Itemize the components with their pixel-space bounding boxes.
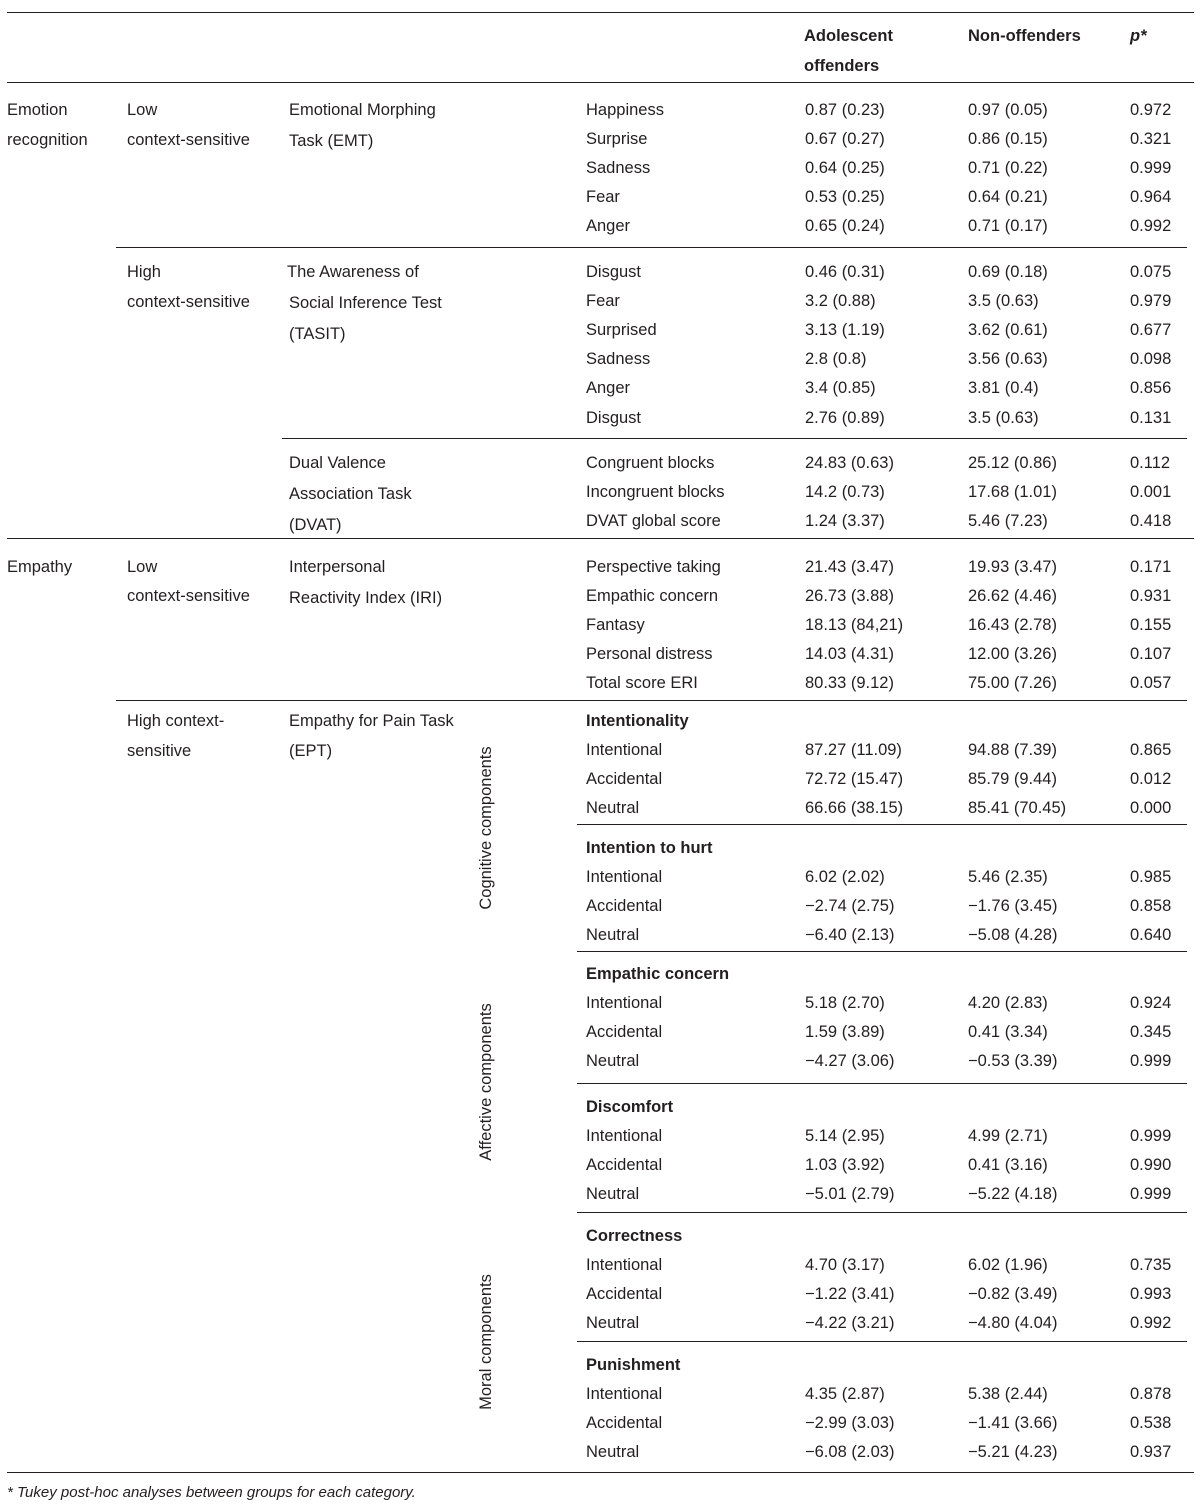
adolescent-value: 80.33 (9.12) <box>805 674 894 692</box>
nonoffender-value: 3.5 (0.63) <box>968 292 1039 310</box>
task-label: Social Inference Test <box>289 294 442 312</box>
adolescent-value: 1.24 (3.37) <box>805 512 885 530</box>
measure-label: Accidental <box>586 770 663 788</box>
nonoffender-value: 5.46 (7.23) <box>968 512 1048 530</box>
p-value: 0.001 <box>1130 483 1172 501</box>
adolescent-value: −2.99 (3.03) <box>805 1414 895 1432</box>
nonoffender-value: 3.62 (0.61) <box>968 321 1048 339</box>
measure-label: Total score ERI <box>586 674 698 692</box>
p-value: 0.155 <box>1130 616 1172 634</box>
adolescent-value: 24.83 (0.63) <box>805 454 894 472</box>
task-label: Reactivity Index (IRI) <box>289 589 443 607</box>
adolescent-value: −6.08 (2.03) <box>805 1443 895 1461</box>
adolescent-value: 0.67 (0.27) <box>805 130 885 148</box>
subheading: Discomfort <box>586 1098 674 1116</box>
header-adolescent: offenders <box>804 57 880 75</box>
nonoffender-value: 5.38 (2.44) <box>968 1385 1048 1403</box>
nonoffender-value: 94.88 (7.39) <box>968 741 1057 759</box>
adolescent-value: 87.27 (11.09) <box>805 741 902 759</box>
nonoffender-value: 0.69 (0.18) <box>968 263 1048 281</box>
p-value: 0.112 <box>1130 454 1171 472</box>
measure-label: Intentional <box>586 1127 663 1145</box>
measure-label: Neutral <box>586 1185 640 1203</box>
subheading: Intention to hurt <box>586 839 713 857</box>
p-value: 0.735 <box>1130 1256 1172 1274</box>
p-value: 0.000 <box>1130 799 1172 817</box>
nonoffender-value: −5.08 (4.28) <box>968 926 1058 944</box>
adolescent-value: 0.87 (0.23) <box>805 101 885 119</box>
measure-label: Intentional <box>586 1256 663 1274</box>
measure-label: Neutral <box>586 1052 640 1070</box>
task-label: (EPT) <box>289 742 333 760</box>
measure-label: Fantasy <box>586 616 645 634</box>
subheading: Intentionality <box>586 712 689 730</box>
adolescent-value: 5.18 (2.70) <box>805 994 885 1012</box>
p-value: 0.640 <box>1130 926 1172 944</box>
table-top-rule <box>7 12 1194 13</box>
adolescent-value: 72.72 (15.47) <box>805 770 904 788</box>
category-label: recognition <box>7 131 88 149</box>
task-label: (TASIT) <box>289 325 346 343</box>
p-value: 0.538 <box>1130 1414 1172 1432</box>
adolescent-value: −4.27 (3.06) <box>805 1052 895 1070</box>
nonoffender-value: −1.76 (3.45) <box>968 897 1058 915</box>
p-value: 0.321 <box>1130 130 1172 148</box>
adolescent-value: 14.2 (0.73) <box>805 483 885 501</box>
p-value: 0.964 <box>1130 188 1172 206</box>
header-rule <box>7 82 1194 83</box>
header-adolescent: Adolescent <box>804 27 893 45</box>
measure-label: Incongruent blocks <box>586 483 725 501</box>
nonoffender-value: 3.56 (0.63) <box>968 350 1048 368</box>
section-rule <box>577 1341 1187 1342</box>
subheading: Punishment <box>586 1356 681 1374</box>
measure-label: Accidental <box>586 897 663 915</box>
measure-label: Fear <box>586 188 620 206</box>
adolescent-value: 0.53 (0.25) <box>805 188 885 206</box>
measure-label: Intentional <box>586 741 663 759</box>
nonoffender-value: 3.81 (0.4) <box>968 379 1039 397</box>
context-label: High <box>127 263 161 281</box>
category-label: Empathy <box>7 558 73 576</box>
adolescent-value: 3.4 (0.85) <box>805 379 876 397</box>
task-label: Interpersonal <box>289 558 386 576</box>
header-p-value: p* <box>1130 27 1147 45</box>
p-value: 0.345 <box>1130 1023 1172 1041</box>
p-value: 0.418 <box>1130 512 1172 530</box>
context-label: context-sensitive <box>127 587 250 605</box>
p-value: 0.985 <box>1130 868 1172 886</box>
p-value: 0.677 <box>1130 321 1172 339</box>
section-rule <box>577 1212 1187 1213</box>
measure-label: Happiness <box>586 101 664 119</box>
nonoffender-value: 16.43 (2.78) <box>968 616 1057 634</box>
measure-label: Sadness <box>586 350 651 368</box>
adolescent-value: 1.03 (3.92) <box>805 1156 885 1174</box>
adolescent-value: 4.70 (3.17) <box>805 1256 885 1274</box>
p-value: 0.057 <box>1130 674 1172 692</box>
adolescent-value: 2.76 (0.89) <box>805 409 885 427</box>
adolescent-value: 0.65 (0.24) <box>805 217 885 235</box>
nonoffender-value: −1.41 (3.66) <box>968 1414 1058 1432</box>
component-label: Cognitive components <box>477 746 495 910</box>
measure-label: Neutral <box>586 926 640 944</box>
task-label: The Awareness of <box>287 263 419 281</box>
task-label: Empathy for Pain Task <box>289 712 454 730</box>
measure-label: Intentional <box>586 994 663 1012</box>
measure-label: Disgust <box>586 409 642 427</box>
adolescent-value: −1.22 (3.41) <box>805 1285 895 1303</box>
table-bottom-rule <box>7 1472 1194 1473</box>
component-label: Moral components <box>477 1274 495 1410</box>
measure-label: Sadness <box>586 159 651 177</box>
p-value: 0.937 <box>1130 1443 1172 1461</box>
section-rule <box>577 824 1187 825</box>
measure-label: Accidental <box>586 1156 663 1174</box>
nonoffender-value: −0.53 (3.39) <box>968 1052 1058 1070</box>
task-label: Task (EMT) <box>289 132 374 150</box>
nonoffender-value: 6.02 (1.96) <box>968 1256 1048 1274</box>
section-rule <box>282 438 1187 439</box>
measure-label: Anger <box>586 379 631 397</box>
section-rule <box>577 1083 1187 1084</box>
section-rule <box>7 538 1194 539</box>
p-value: 0.865 <box>1130 741 1172 759</box>
adolescent-value: −5.01 (2.79) <box>805 1185 895 1203</box>
section-rule <box>116 700 1187 701</box>
measure-label: Disgust <box>586 263 642 281</box>
subheading: Correctness <box>586 1227 683 1245</box>
nonoffender-value: 17.68 (1.01) <box>968 483 1057 501</box>
nonoffender-value: 26.62 (4.46) <box>968 587 1057 605</box>
subheading: Empathic concern <box>586 965 730 983</box>
p-value: 0.999 <box>1130 159 1172 177</box>
p-value: 0.992 <box>1130 217 1172 235</box>
p-value: 0.999 <box>1130 1127 1172 1145</box>
measure-label: Personal distress <box>586 645 713 663</box>
nonoffender-value: 25.12 (0.86) <box>968 454 1057 472</box>
nonoffender-value: 5.46 (2.35) <box>968 868 1048 886</box>
context-label: High context- <box>127 712 225 730</box>
p-value: 0.979 <box>1130 292 1172 310</box>
task-label: Association Task <box>289 485 412 503</box>
category-label: Emotion <box>7 101 68 119</box>
measure-label: Accidental <box>586 1023 663 1041</box>
adolescent-value: 21.43 (3.47) <box>805 558 894 576</box>
measure-label: Anger <box>586 217 631 235</box>
adolescent-value: 0.46 (0.31) <box>805 263 885 281</box>
context-label: Low <box>127 101 158 119</box>
nonoffender-value: 0.41 (3.34) <box>968 1023 1048 1041</box>
adolescent-value: −6.40 (2.13) <box>805 926 895 944</box>
adolescent-value: 1.59 (3.89) <box>805 1023 885 1041</box>
p-value: 0.878 <box>1130 1385 1172 1403</box>
nonoffender-value: 0.86 (0.15) <box>968 130 1048 148</box>
nonoffender-value: 0.71 (0.17) <box>968 217 1048 235</box>
p-value: 0.098 <box>1130 350 1172 368</box>
p-value: 0.999 <box>1130 1185 1172 1203</box>
adolescent-value: 26.73 (3.88) <box>805 587 894 605</box>
measure-label: Empathic concern <box>586 587 719 605</box>
measure-label: Surprise <box>586 130 648 148</box>
p-value: 0.075 <box>1130 263 1172 281</box>
measure-label: Neutral <box>586 1314 640 1332</box>
adolescent-value: 3.2 (0.88) <box>805 292 876 310</box>
context-label: sensitive <box>127 742 192 760</box>
nonoffender-value: 85.79 (9.44) <box>968 770 1057 788</box>
adolescent-value: −2.74 (2.75) <box>805 897 895 915</box>
p-value: 0.992 <box>1130 1314 1172 1332</box>
nonoffender-value: 12.00 (3.26) <box>968 645 1057 663</box>
p-value: 0.171 <box>1130 558 1172 576</box>
p-value: 0.131 <box>1130 409 1172 427</box>
context-label: context-sensitive <box>127 131 250 149</box>
nonoffender-value: −4.80 (4.04) <box>968 1314 1058 1332</box>
adolescent-value: 0.64 (0.25) <box>805 159 885 177</box>
adolescent-value: 2.8 (0.8) <box>805 350 867 368</box>
nonoffender-value: 0.97 (0.05) <box>968 101 1048 119</box>
nonoffender-value: −5.22 (4.18) <box>968 1185 1058 1203</box>
adolescent-value: 3.13 (1.19) <box>805 321 885 339</box>
nonoffender-value: 3.5 (0.63) <box>968 409 1039 427</box>
section-rule <box>116 247 1187 248</box>
measure-label: Fear <box>586 292 620 310</box>
component-label: Affective components <box>477 1003 495 1161</box>
measure-label: Neutral <box>586 1443 640 1461</box>
section-rule <box>577 951 1187 952</box>
measure-label: Neutral <box>586 799 640 817</box>
nonoffender-value: 0.71 (0.22) <box>968 159 1048 177</box>
adolescent-value: 4.35 (2.87) <box>805 1385 885 1403</box>
p-value: 0.107 <box>1130 645 1172 663</box>
adolescent-value: 18.13 (84,21) <box>805 616 904 634</box>
task-label: Emotional Morphing <box>289 101 436 119</box>
adolescent-value: −4.22 (3.21) <box>805 1314 895 1332</box>
measure-label: Intentional <box>586 868 663 886</box>
footnote: * Tukey post-hoc analyses between groups for each category. <box>7 1484 416 1501</box>
adolescent-value: 5.14 (2.95) <box>805 1127 885 1145</box>
measure-label: Congruent blocks <box>586 454 715 472</box>
measure-label: DVAT global score <box>586 512 721 530</box>
adolescent-value: 14.03 (4.31) <box>805 645 894 663</box>
nonoffender-value: −0.82 (3.49) <box>968 1285 1058 1303</box>
nonoffender-value: 4.99 (2.71) <box>968 1127 1048 1145</box>
nonoffender-value: −5.21 (4.23) <box>968 1443 1058 1461</box>
p-value: 0.924 <box>1130 994 1172 1012</box>
measure-label: Perspective taking <box>586 558 721 576</box>
p-value: 0.990 <box>1130 1156 1172 1174</box>
header-nonoffenders: Non-offenders <box>968 27 1081 45</box>
nonoffender-value: 4.20 (2.83) <box>968 994 1048 1012</box>
p-value: 0.972 <box>1130 101 1172 119</box>
task-label: (DVAT) <box>289 516 342 534</box>
p-value: 0.931 <box>1130 587 1172 605</box>
measure-label: Accidental <box>586 1414 663 1432</box>
nonoffender-value: 85.41 (70.45) <box>968 799 1067 817</box>
nonoffender-value: 0.64 (0.21) <box>968 188 1048 206</box>
context-label: Low <box>127 558 158 576</box>
measure-label: Intentional <box>586 1385 663 1403</box>
adolescent-value: 66.66 (38.15) <box>805 799 904 817</box>
p-value: 0.993 <box>1130 1285 1172 1303</box>
p-value: 0.856 <box>1130 379 1172 397</box>
p-value: 0.858 <box>1130 897 1172 915</box>
adolescent-value: 6.02 (2.02) <box>805 868 885 886</box>
measure-label: Accidental <box>586 1285 663 1303</box>
p-value: 0.012 <box>1130 770 1172 788</box>
p-value: 0.999 <box>1130 1052 1172 1070</box>
nonoffender-value: 19.93 (3.47) <box>968 558 1057 576</box>
context-label: context-sensitive <box>127 293 250 311</box>
task-label: Dual Valence <box>289 454 386 472</box>
measure-label: Surprised <box>586 321 657 339</box>
nonoffender-value: 0.41 (3.16) <box>968 1156 1048 1174</box>
nonoffender-value: 75.00 (7.26) <box>968 674 1057 692</box>
